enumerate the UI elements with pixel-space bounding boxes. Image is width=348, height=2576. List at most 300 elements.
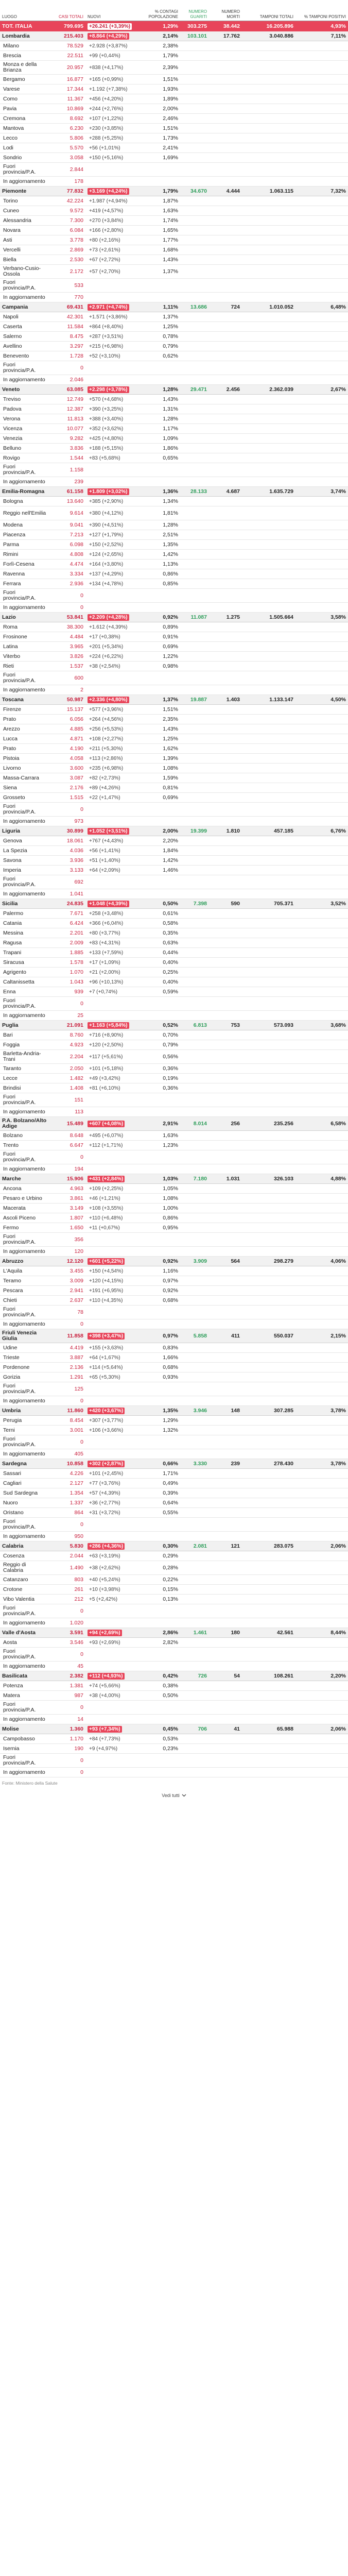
header-guariti[interactable]: NUMERO GUARITI xyxy=(188,9,207,19)
region-name: Molise xyxy=(2,1726,19,1732)
province-cases: 25 xyxy=(77,1012,83,1019)
province-cases: 2.201 xyxy=(69,930,83,936)
province-cases: 18.061 xyxy=(66,838,83,844)
province-cases: 0 xyxy=(80,1154,83,1160)
province-row xyxy=(0,724,348,734)
header-tamponi-positivi[interactable]: % TAMPONI POSITIVI xyxy=(304,14,346,19)
province-daily-badge: +155 (+3,63%) xyxy=(89,1345,124,1351)
region-tpos: 7,32% xyxy=(330,188,346,194)
region-daily-badge: +1.052 (+3,51%) xyxy=(88,828,129,835)
province-daily xyxy=(85,775,136,782)
region-name: Toscana xyxy=(2,697,24,703)
region-cases: 10.858 xyxy=(66,1461,83,1467)
province-row xyxy=(0,773,348,783)
region-pct: 0,42% xyxy=(163,1673,178,1679)
province-name: Lodi xyxy=(3,145,13,151)
province-daily xyxy=(85,353,136,360)
province-pct: 0,19% xyxy=(163,1075,178,1081)
region-row[interactable] xyxy=(0,1459,348,1469)
province-pct: 1,16% xyxy=(163,1268,178,1274)
region-row[interactable] xyxy=(0,1724,348,1734)
province-daily xyxy=(85,716,136,723)
province-daily-badge: +89 (+4,26%) xyxy=(89,785,120,791)
province-daily-badge: +1.192 (+7,38%) xyxy=(89,86,128,92)
province-row xyxy=(0,1469,348,1479)
province-name: Venezia xyxy=(3,435,23,442)
province-cases: 6.098 xyxy=(69,541,83,548)
province-pct: 1,42% xyxy=(163,551,178,557)
region-deaths: 148 xyxy=(231,1408,240,1414)
province-pct: 0,49% xyxy=(163,1480,178,1486)
province-pct: 0,40% xyxy=(163,959,178,965)
region-daily-badge: +112 (+4,93%) xyxy=(88,1673,125,1680)
region-recovered: 706 xyxy=(198,1726,207,1732)
region-tpos: 6,76% xyxy=(330,828,346,834)
province-name: Fermo xyxy=(3,1225,19,1231)
province-pct: 1,86% xyxy=(163,445,178,451)
province-pct: 1,62% xyxy=(163,745,178,752)
province-daily xyxy=(85,76,136,83)
province-cases: 1.408 xyxy=(69,1085,83,1091)
region-name: Liguria xyxy=(2,828,21,834)
region-daily-badge: +2.971 (+4,74%) xyxy=(88,304,129,311)
province-cases: 987 xyxy=(74,1692,83,1699)
province-row xyxy=(0,424,348,434)
province-name: Trapani xyxy=(3,950,22,956)
province-daily xyxy=(85,706,136,713)
province-row xyxy=(0,632,348,642)
region-row[interactable] xyxy=(0,1628,348,1638)
province-row xyxy=(0,1319,348,1329)
province-pct: 1,89% xyxy=(163,96,178,102)
province-daily xyxy=(85,1480,136,1487)
province-row xyxy=(0,206,348,216)
province-row xyxy=(0,889,348,899)
province-daily-badge: +1.612 (+4,39%) xyxy=(89,624,128,630)
province-row xyxy=(0,1744,348,1754)
province-daily xyxy=(85,624,136,631)
province-cases: 3.778 xyxy=(69,237,83,243)
province-name: In aggiornamento xyxy=(3,818,45,824)
province-cases: 356 xyxy=(74,1236,83,1243)
province-name: In aggiornamento xyxy=(3,479,45,485)
region-deaths: 1.031 xyxy=(226,1176,240,1182)
region-pct: 0,50% xyxy=(163,901,178,907)
region-pct: 2,00% xyxy=(163,828,178,834)
region-tamponi: 1.010.052 xyxy=(269,304,293,310)
region-daily-badge: +3.169 (+4,24%) xyxy=(88,188,129,195)
province-pct: 0,36% xyxy=(163,1085,178,1091)
province-daily-badge: +74 (+5,66%) xyxy=(89,1683,120,1689)
province-name: Verbano-Cusio-Ossola xyxy=(3,266,41,277)
province-daily-badge: +93 (+2,69%) xyxy=(89,1639,120,1646)
province-daily xyxy=(85,396,136,403)
region-daily-badge: +94 (+2,69%) xyxy=(88,1630,122,1636)
province-daily-badge: +767 (+4,43%) xyxy=(89,838,124,844)
province-row xyxy=(0,1681,348,1691)
province-pct: 0,85% xyxy=(163,581,178,587)
region-row[interactable] xyxy=(0,613,348,622)
province-daily-badge: +10 (+3,98%) xyxy=(89,1586,120,1592)
province-cases: 4.190 xyxy=(69,745,83,752)
region-row[interactable] xyxy=(0,1329,348,1343)
province-pct: 1,69% xyxy=(163,155,178,161)
province-name: Brindisi xyxy=(3,1085,21,1091)
province-daily xyxy=(85,1278,136,1284)
province-cases: 1.043 xyxy=(69,979,83,985)
province-cases: 2.936 xyxy=(69,581,83,587)
province-daily xyxy=(85,561,136,568)
province-daily xyxy=(85,377,136,383)
province-pct: 1,46% xyxy=(163,867,178,873)
province-daily xyxy=(85,726,136,733)
province-row xyxy=(0,856,348,866)
province-cases: 3.600 xyxy=(69,765,83,771)
region-daily-badge: +431 (+2,84%) xyxy=(88,1176,125,1182)
province-daily xyxy=(85,653,136,660)
province-cases: 0 xyxy=(80,1769,83,1775)
region-tamponi: 235.256 xyxy=(274,1121,293,1127)
header-casi-totali[interactable]: CASI TOTALI xyxy=(58,14,83,19)
region-row[interactable] xyxy=(0,1174,348,1184)
province-daily xyxy=(85,1639,136,1646)
header-tamponi-totali[interactable]: TAMPONI TOTALI xyxy=(259,14,293,19)
province-name: Fuori provincia/P.A. xyxy=(3,1307,36,1318)
province-daily-badge: +114 (+5,64%) xyxy=(89,1364,123,1370)
province-cases: 8.692 xyxy=(69,115,83,122)
province-cases: 1.578 xyxy=(69,959,83,965)
province-daily-badge: +134 (+4,78%) xyxy=(89,581,124,587)
province-row xyxy=(0,705,348,715)
province-daily xyxy=(85,541,136,548)
region-row[interactable] xyxy=(0,1117,348,1131)
province-name: In aggiornamento xyxy=(3,1451,45,1457)
region-row[interactable] xyxy=(0,899,348,909)
province-daily-badge: +224 (+6,22%) xyxy=(89,653,124,659)
province-name: Vibo Valentia xyxy=(3,1596,34,1602)
province-daily-badge: +425 (+4,80%) xyxy=(89,435,124,442)
region-name: Lombardia xyxy=(2,33,30,39)
province-daily xyxy=(85,969,136,976)
province-row xyxy=(0,530,348,540)
region-daily xyxy=(85,1408,136,1414)
province-daily xyxy=(85,1012,136,1019)
region-tamponi: 1.063.115 xyxy=(269,188,293,194)
region-pct: 1,35% xyxy=(163,1408,178,1414)
province-daily-badge: +40 (+5,24%) xyxy=(89,1577,120,1583)
province-row xyxy=(0,836,348,846)
province-cases: 1.070 xyxy=(69,969,83,975)
province-daily xyxy=(85,1109,136,1115)
province-pct: 0,89% xyxy=(163,624,178,630)
province-cases: 692 xyxy=(74,879,83,885)
province-daily xyxy=(85,857,136,864)
region-deaths: 724 xyxy=(231,304,240,310)
region-daily-badge: +607 (+4,08%) xyxy=(88,1121,125,1127)
province-daily-badge: +352 (+3,62%) xyxy=(89,426,124,432)
province-pct: 0,91% xyxy=(163,634,178,640)
province-cases: 600 xyxy=(74,675,83,681)
province-name: In aggiornamento xyxy=(3,178,45,184)
region-tpos: 3,52% xyxy=(330,901,346,907)
region-tpos: 3,58% xyxy=(330,614,346,620)
province-cases: 4.923 xyxy=(69,1042,83,1048)
region-row[interactable] xyxy=(0,487,348,497)
province-name: In aggiornamento xyxy=(3,1012,45,1019)
province-daily-badge: +110 (+4,35%) xyxy=(89,1297,123,1303)
province-daily xyxy=(85,1001,136,1007)
region-cases: 2.382 xyxy=(69,1673,83,1679)
province-row xyxy=(0,133,348,143)
region-cases: 15.906 xyxy=(66,1176,83,1182)
province-row xyxy=(0,1715,348,1724)
region-pct: 0,45% xyxy=(163,1726,178,1732)
province-cases: 1.291 xyxy=(69,1374,83,1380)
region-tamponi: 65.988 xyxy=(276,1726,293,1732)
region-recovered: 19.399 xyxy=(190,828,207,834)
province-cases: 1.381 xyxy=(69,1683,83,1689)
region-row[interactable] xyxy=(0,31,348,41)
province-daily-badge: +716 (+8,90%) xyxy=(89,1032,124,1038)
region-row[interactable] xyxy=(0,1541,348,1551)
region-tamponi: 283.075 xyxy=(274,1543,293,1549)
province-row xyxy=(0,351,348,361)
source-note: Fonte: Ministero della Salute xyxy=(2,1781,58,1786)
province-pct: 0,64% xyxy=(163,1500,178,1506)
province-name: Fuori provincia/P.A. xyxy=(3,362,36,374)
province-daily-badge: +150 (+2,52%) xyxy=(89,541,124,548)
province-row xyxy=(0,1343,348,1353)
province-cases: 212 xyxy=(74,1596,83,1602)
province-cases: 5.806 xyxy=(69,135,83,141)
show-all-button[interactable] xyxy=(0,1788,348,1803)
province-daily xyxy=(85,1553,136,1560)
province-row xyxy=(0,1074,348,1083)
province-name: Pavia xyxy=(3,106,17,112)
province-name: In aggiornamento xyxy=(3,687,45,693)
province-pct: 1,32% xyxy=(163,1427,178,1433)
region-tamponi: 278.430 xyxy=(274,1461,293,1467)
province-cases: 3.334 xyxy=(69,571,83,577)
province-daily-badge: +83 (+4,31%) xyxy=(89,940,120,946)
region-deaths: 753 xyxy=(231,1022,240,1028)
province-daily xyxy=(85,257,136,263)
province-daily xyxy=(85,467,136,473)
province-row xyxy=(0,245,348,255)
province-cases: 1.490 xyxy=(69,1565,83,1571)
province-daily xyxy=(85,53,136,59)
province-cases: 12.387 xyxy=(66,406,83,412)
region-daily xyxy=(85,1673,136,1680)
province-name: Cuneo xyxy=(3,208,19,214)
province-row xyxy=(0,909,348,919)
region-row[interactable] xyxy=(0,302,348,312)
province-row xyxy=(0,1604,348,1618)
province-row xyxy=(0,1551,348,1561)
province-row xyxy=(0,1353,348,1363)
province-cases: 2.869 xyxy=(69,247,83,253)
province-daily-badge: +164 (+3,80%) xyxy=(89,561,124,567)
province-daily xyxy=(85,406,136,413)
province-daily-badge: +57 (+2,70%) xyxy=(89,268,120,275)
region-row[interactable] xyxy=(0,695,348,705)
province-daily-badge: +188 (+5,15%) xyxy=(89,445,124,451)
region-deaths: 564 xyxy=(231,1258,240,1264)
show-all-label: Vedi tutti xyxy=(162,1793,180,1798)
province-row xyxy=(0,1164,348,1174)
province-cases: 6.230 xyxy=(69,125,83,131)
region-row[interactable] xyxy=(0,1021,348,1030)
region-recovered: 7.180 xyxy=(193,1176,207,1182)
province-cases: 9.041 xyxy=(69,522,83,528)
province-name: In aggiornamento xyxy=(3,1663,45,1669)
province-row xyxy=(0,1416,348,1426)
province-cases: 2.204 xyxy=(69,1054,83,1060)
province-pct: 1,68% xyxy=(163,247,178,253)
province-name: Palermo xyxy=(3,910,24,917)
header-perc-contagi[interactable]: % CONTAGI POPOLAZIONE xyxy=(148,9,178,19)
region-tpos: 3,74% xyxy=(330,488,346,495)
region-tamponi: 705.371 xyxy=(274,901,293,907)
region-daily-badge: +398 (+3,47%) xyxy=(88,1333,125,1340)
province-row xyxy=(0,1768,348,1777)
province-name: Napoli xyxy=(3,314,19,320)
province-row xyxy=(0,817,348,826)
province-daily xyxy=(85,755,136,762)
region-deaths: 590 xyxy=(231,901,240,907)
region-row[interactable] xyxy=(0,826,348,836)
province-cases: 2.009 xyxy=(69,940,83,946)
province-name: Chieti xyxy=(3,1297,17,1303)
province-daily xyxy=(85,1225,136,1231)
region-recovered: 34.670 xyxy=(190,188,207,194)
province-cases: 3.546 xyxy=(69,1639,83,1646)
region-deaths: 4.687 xyxy=(226,488,240,495)
province-daily xyxy=(85,1620,136,1626)
province-name: Catania xyxy=(3,920,22,926)
province-cases: 1.041 xyxy=(69,891,83,897)
province-cases: 17.344 xyxy=(66,86,83,92)
province-cases: 1.885 xyxy=(69,950,83,956)
province-daily xyxy=(85,64,136,71)
region-daily-badge: +302 (+2,87%) xyxy=(88,1461,125,1467)
province-name: Fuori provincia/P.A. xyxy=(3,1234,36,1245)
province-cases: 151 xyxy=(74,1097,83,1103)
province-pct: 0,81% xyxy=(163,785,178,791)
region-cases: 77.832 xyxy=(66,188,83,194)
province-row xyxy=(0,928,348,938)
province-daily-badge: +137 (+4,29%) xyxy=(89,571,124,577)
province-name: Foggia xyxy=(3,1042,20,1048)
region-pct: 1,36% xyxy=(163,488,178,495)
province-pct: 0,15% xyxy=(163,1586,178,1592)
province-pct: 1,13% xyxy=(163,561,178,567)
province-daily xyxy=(85,1716,136,1722)
province-row xyxy=(0,226,348,235)
province-row xyxy=(0,1223,348,1233)
province-row xyxy=(0,1150,348,1164)
province-daily xyxy=(85,426,136,432)
region-tamponi: 307.285 xyxy=(274,1408,293,1414)
province-cases: 939 xyxy=(74,989,83,995)
province-row xyxy=(0,603,348,613)
region-deaths: 54 xyxy=(234,1673,240,1679)
province-cases: 239 xyxy=(74,479,83,485)
province-name: Viterbo xyxy=(3,653,21,659)
province-cases: 1.544 xyxy=(69,455,83,461)
region-recovered: 19.887 xyxy=(190,697,207,703)
province-row xyxy=(0,434,348,444)
province-cases: 11.584 xyxy=(67,324,83,330)
province-daily-badge: +864 (+8,40%) xyxy=(89,324,124,330)
region-deaths: 4.444 xyxy=(226,188,240,194)
header-morti[interactable]: NUMERO MORTI xyxy=(221,9,240,19)
province-name: In aggiornamento xyxy=(3,1620,45,1626)
province-row xyxy=(0,1662,348,1671)
region-daily-badge: +8.864 (+4,29%) xyxy=(88,33,129,40)
region-row[interactable] xyxy=(0,385,348,395)
region-recovered: 5.858 xyxy=(193,1333,207,1339)
province-pct: 0,92% xyxy=(163,1287,178,1294)
province-daily-badge: +5 (+2,42%) xyxy=(89,1596,118,1602)
province-daily-badge: +388 (+3,40%) xyxy=(89,416,124,422)
province-daily xyxy=(85,1297,136,1304)
province-daily xyxy=(85,1470,136,1477)
region-tpos: 7,11% xyxy=(330,33,346,39)
region-cases: 53.841 xyxy=(66,614,83,620)
province-cases: 4.808 xyxy=(69,551,83,557)
province-name: Ravenna xyxy=(3,571,25,577)
province-daily xyxy=(85,1533,136,1539)
province-daily-badge: +120 (+2,50%) xyxy=(89,1042,124,1048)
region-daily xyxy=(85,1726,136,1733)
province-daily-badge: +235 (+6,98%) xyxy=(89,765,124,771)
province-row xyxy=(0,75,348,84)
header-luogo[interactable]: LUOGO xyxy=(2,14,17,19)
province-cases: 1.482 xyxy=(69,1075,83,1081)
province-daily xyxy=(85,910,136,917)
province-daily-badge: +133 (+7,59%) xyxy=(89,950,124,956)
province-name: Macerata xyxy=(3,1205,26,1211)
region-name: Basilicata xyxy=(2,1673,28,1679)
region-row[interactable] xyxy=(0,1257,348,1266)
province-pct: 0,59% xyxy=(163,989,178,995)
province-name: Gorizia xyxy=(3,1374,21,1380)
region-recovered: 1.461 xyxy=(193,1630,207,1636)
province-daily xyxy=(85,1490,136,1497)
region-row[interactable] xyxy=(0,1671,348,1681)
province-name: In aggiornamento xyxy=(3,1769,45,1775)
province-daily-badge: +96 (+10,13%) xyxy=(89,979,124,985)
region-pct: 1,03% xyxy=(163,1176,178,1182)
province-name: Belluno xyxy=(3,445,22,451)
region-recovered: 2.081 xyxy=(193,1543,207,1549)
region-row[interactable] xyxy=(0,187,348,196)
header-nuovi[interactable]: NUOVI xyxy=(88,14,101,19)
province-row xyxy=(0,540,348,550)
region-tamponi: 3.040.886 xyxy=(269,33,293,39)
province-cases: 2.637 xyxy=(69,1297,83,1303)
province-row xyxy=(0,94,348,104)
province-name: Reggio nell'Emilia xyxy=(3,510,46,516)
region-row[interactable] xyxy=(0,1406,348,1416)
province-cases: 14 xyxy=(77,1716,83,1722)
province-name: L'Aquila xyxy=(3,1268,23,1274)
province-daily-badge: +570 (+4,68%) xyxy=(89,396,124,402)
province-pct: 1,37% xyxy=(163,314,178,320)
region-cases: 69.431 xyxy=(66,304,83,310)
province-daily xyxy=(85,1577,136,1583)
